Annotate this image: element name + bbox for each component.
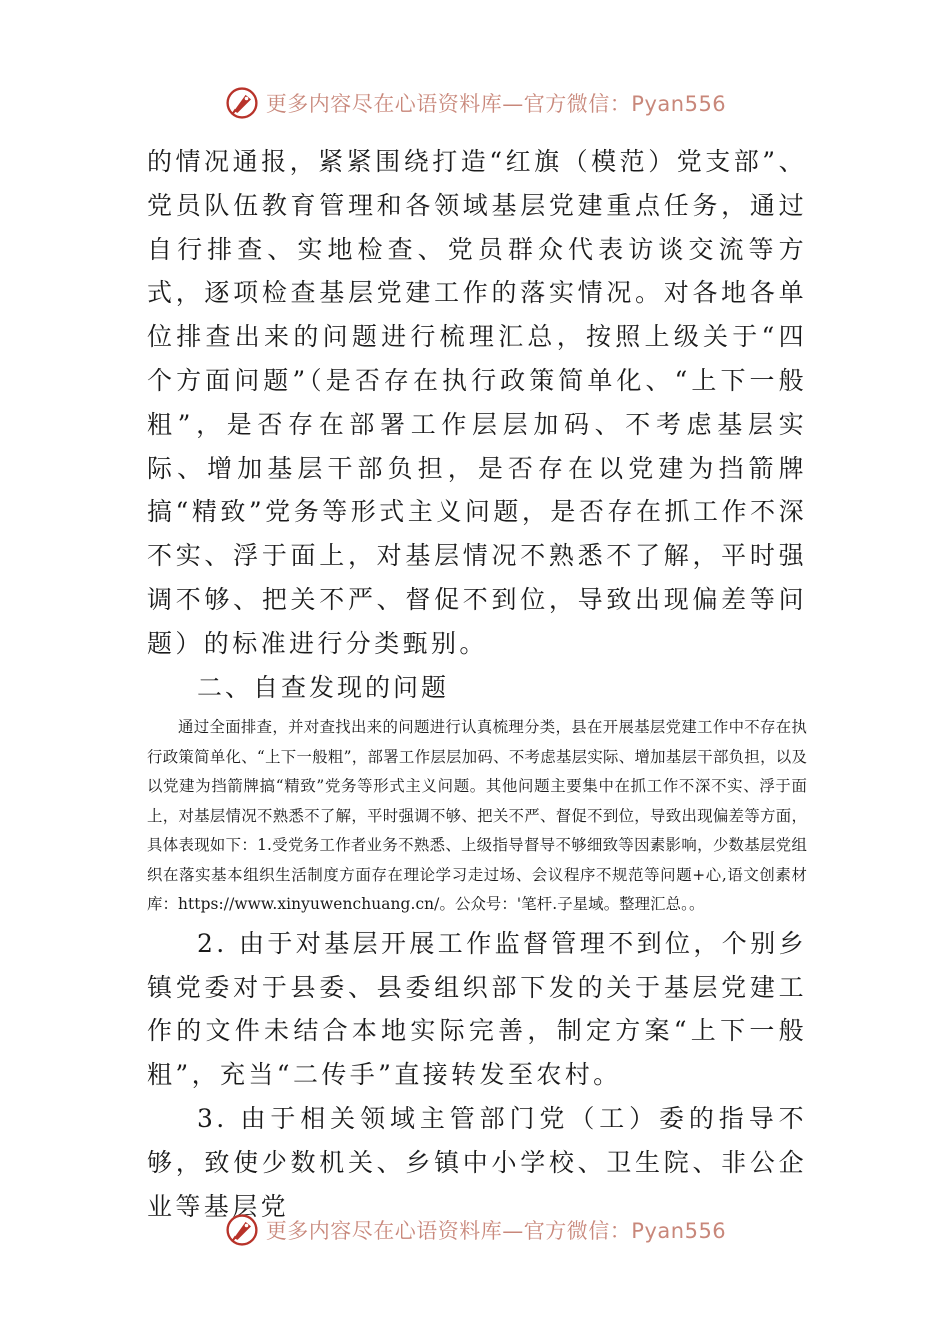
paragraph-item-3: 3. 由于相关领域主管部门党（工）委的指导不够，致使少数机关、乡镇中小学校、卫生院、非公企业等基层党 <box>147 1104 807 1221</box>
section-heading: 二、自查发现的问题 <box>197 672 450 702</box>
paragraph-intro: 的情况通报，紧紧围绕打造“红旗（模范）党支部”、党员队伍教育管理和各领域基层党建重点任务，通过自行排查、实地检查、党员群众代表访谈交流等方式，逐项检查基层党建工作的落实情况。对各地各单位排查出来的问题进行梳理汇总，按照上级关于“四个方面问题”（是否存在执行政策简单化、“上下一般粗”，是否存在部署工作层层加码、不考虑基层实际、增加基层干部负担，是否存在以党建为挡箭牌搞“精致”党务等形式主义问题，是否存在抓工作不深不实、浮于面上，对基层情况不熟悉不了解，平时强调不够、把关不严、督促不到位，导致出现偏差等问题）的标准进行分类甄别。 <box>147 147 807 658</box>
footer-banner <box>0 1210 950 1250</box>
pen-nib-icon <box>224 1212 260 1248</box>
pen-nib-icon <box>224 85 260 121</box>
paragraph-item-2: 2. 由于对基层开展工作监督管理不到位，个别乡镇党委对于县委、县委组织部下发的关于基层党建工作的文件未结合本地实际完善，制定方案“上下一般粗”，充当“二传手”直接转发至农村。 <box>147 928 808 1090</box>
banner-text: 更多内容尽在心语资料库—官方微信：Pyan556 <box>265 1219 727 1243</box>
banner-text: 更多内容尽在心语资料库—官方微信：Pyan556 <box>265 92 727 116</box>
document-body <box>147 140 807 1228</box>
paragraph-summary: 通过全面排查，并对查找出来的问题进行认真梳理分类，县在开展基层党建工作中不存在执行政策简单化、“上下一般粗”，部署工作层层加码、不考虑基层实际、增加基层干部负担，以及以党建为挡箭牌搞“精致”党务等形式主义问题。其他问题主要集中在抓工作不深不实、浮于面上，对基层情况不熟悉不了解，平时强调不够、把关不严、督促不到位，导致出现偏差等方面，具体表现如下：1.受党务工作者业务不熟悉、上级指导督导不够细致等因素影响，少数基层党组织在落实基本组织生活制度方面存在理论学习走过场、会议程序不规范等问题+心,语文创素材库：https://www.xinyuwenchuang.cn/。公众号：'笔杆.子星域。整理汇总。。 <box>147 718 807 914</box>
header-banner <box>0 83 950 123</box>
